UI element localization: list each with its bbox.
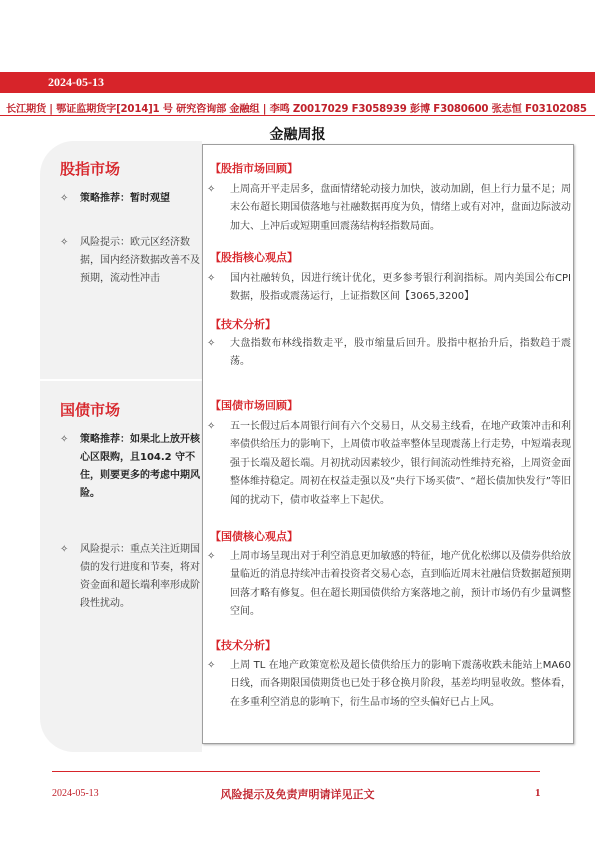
diamond-bullet-icon: ✧ <box>207 273 216 284</box>
stock-core-text: ✧ 国内社融转负，因进行统计优化，更多参考银行利润指标。周内美国公布CPI 数据，股指或震荡运行，上证指数区间【3065,3200】 <box>207 270 571 307</box>
footer-divider <box>52 771 540 772</box>
diamond-bullet-icon: ✧ <box>207 660 216 671</box>
diamond-bullet-icon: ✧ <box>207 184 216 195</box>
diamond-bullet-icon: ✧ <box>60 434 69 445</box>
diamond-bullet-icon: ✧ <box>207 421 216 432</box>
bond-technical-text: ✧ 上周 TL 在地产政策宽松及超长债供给压力的影响下震荡收跌未能站上MA60 日线，而各期限国债期货也已处于移仓换月阶段，基差均明显收敛。整体看，在多重利空消息的影响下，衍生品市场的空头偏好已占上风。 <box>207 657 571 712</box>
stock-core-heading: 【股指核心观点】 <box>210 251 298 264</box>
footer-date: 2024-05-13 <box>52 788 99 799</box>
diamond-bullet-icon: ✧ <box>60 193 69 204</box>
stock-technical-text: ✧ 大盘指数布林线指数走平，股市缩量后回升。股指中枢抬升后，指数趋于震荡。 <box>207 335 571 372</box>
diamond-bullet-icon: ✧ <box>207 551 216 562</box>
bond-review-text: ✧ 五一长假过后本周银行间有六个交易日，从交易主线看，在地产政策冲击和利率债供给压力的影响下，上周债市收益率整体呈现震荡上行走势，中短端表现强于长端及超长端。月初扰动因素较少，银行间流动性维持充裕，上周资金面整体维持稳定。周初在权益走强以及“央行下场买债”、“超长债加快发行”等旧闻的扰动下，债市收益率上下起伏。 <box>207 418 571 510</box>
diamond-bullet-icon: ✧ <box>60 544 69 555</box>
panel-divider <box>40 379 202 381</box>
bond-core-text: ✧ 上周市场呈现出对于利空消息更加敏感的特征，地产优化松绑以及债券供给放量临近的消息持续冲击着投资者交易心态，直到临近周末社融信贷数据超预期回落才略有修复。但在超长期国债供给方案落地之前，预计市场仍有少量调整空间。 <box>207 548 571 622</box>
bond-risk: ✧ 风险提示：重点关注近期国债的发行进度和节奏，将对资金面和超长端利率形成阶段性扰动。 <box>60 541 200 613</box>
header-date: 2024-05-13 <box>48 75 104 89</box>
stock-strategy: ✧ 策略推荐：暂时观望 <box>60 190 200 208</box>
top-banner <box>0 72 595 93</box>
bond-review-heading: 【国债市场回顾】 <box>210 399 298 412</box>
bond-market-heading: 国债市场 <box>60 401 121 419</box>
diamond-bullet-icon: ✧ <box>60 237 69 248</box>
diamond-bullet-icon: ✧ <box>207 338 216 349</box>
stock-review-text: ✧ 上周高开平走居多，盘面情绪轮动接力加快，波动加剧，但上行力量不足；周末公布超长期国债落地与社融数据再度为负，情绪上或有对冲，盘面边际波动加大、上冲后或短期重回震荡结构轻指数局面。 <box>207 181 571 236</box>
page-number: 1 <box>535 787 541 799</box>
stock-market-heading: 股指市场 <box>60 160 121 178</box>
header-info-line: 长江期货 | 鄂证监期货字[2014]1 号 研究咨询部 金融组 | 李鸣 Z0017029 F3058939 彭博 F3080600 张志恒 F03102085 <box>0 94 595 116</box>
stock-review-heading: 【股指市场回顾】 <box>210 162 298 175</box>
bond-technical-heading: 【技术分析】 <box>210 639 276 652</box>
report-title: 金融周报 <box>269 127 326 143</box>
bond-strategy: ✧ 策略推荐：如果北上放开核心区限购，且104.2 守不住，则要更多的考虑中期风险。 <box>60 431 200 503</box>
footer-disclaimer: 风险提示及免责声明请详见正文 <box>220 789 375 801</box>
stock-technical-heading: 【技术分析】 <box>210 318 276 331</box>
stock-risk: ✧ 风险提示：欧元区经济数据，国内经济数据改善不及预期，流动性冲击 <box>60 234 200 288</box>
bond-core-heading: 【国债核心观点】 <box>210 530 298 543</box>
